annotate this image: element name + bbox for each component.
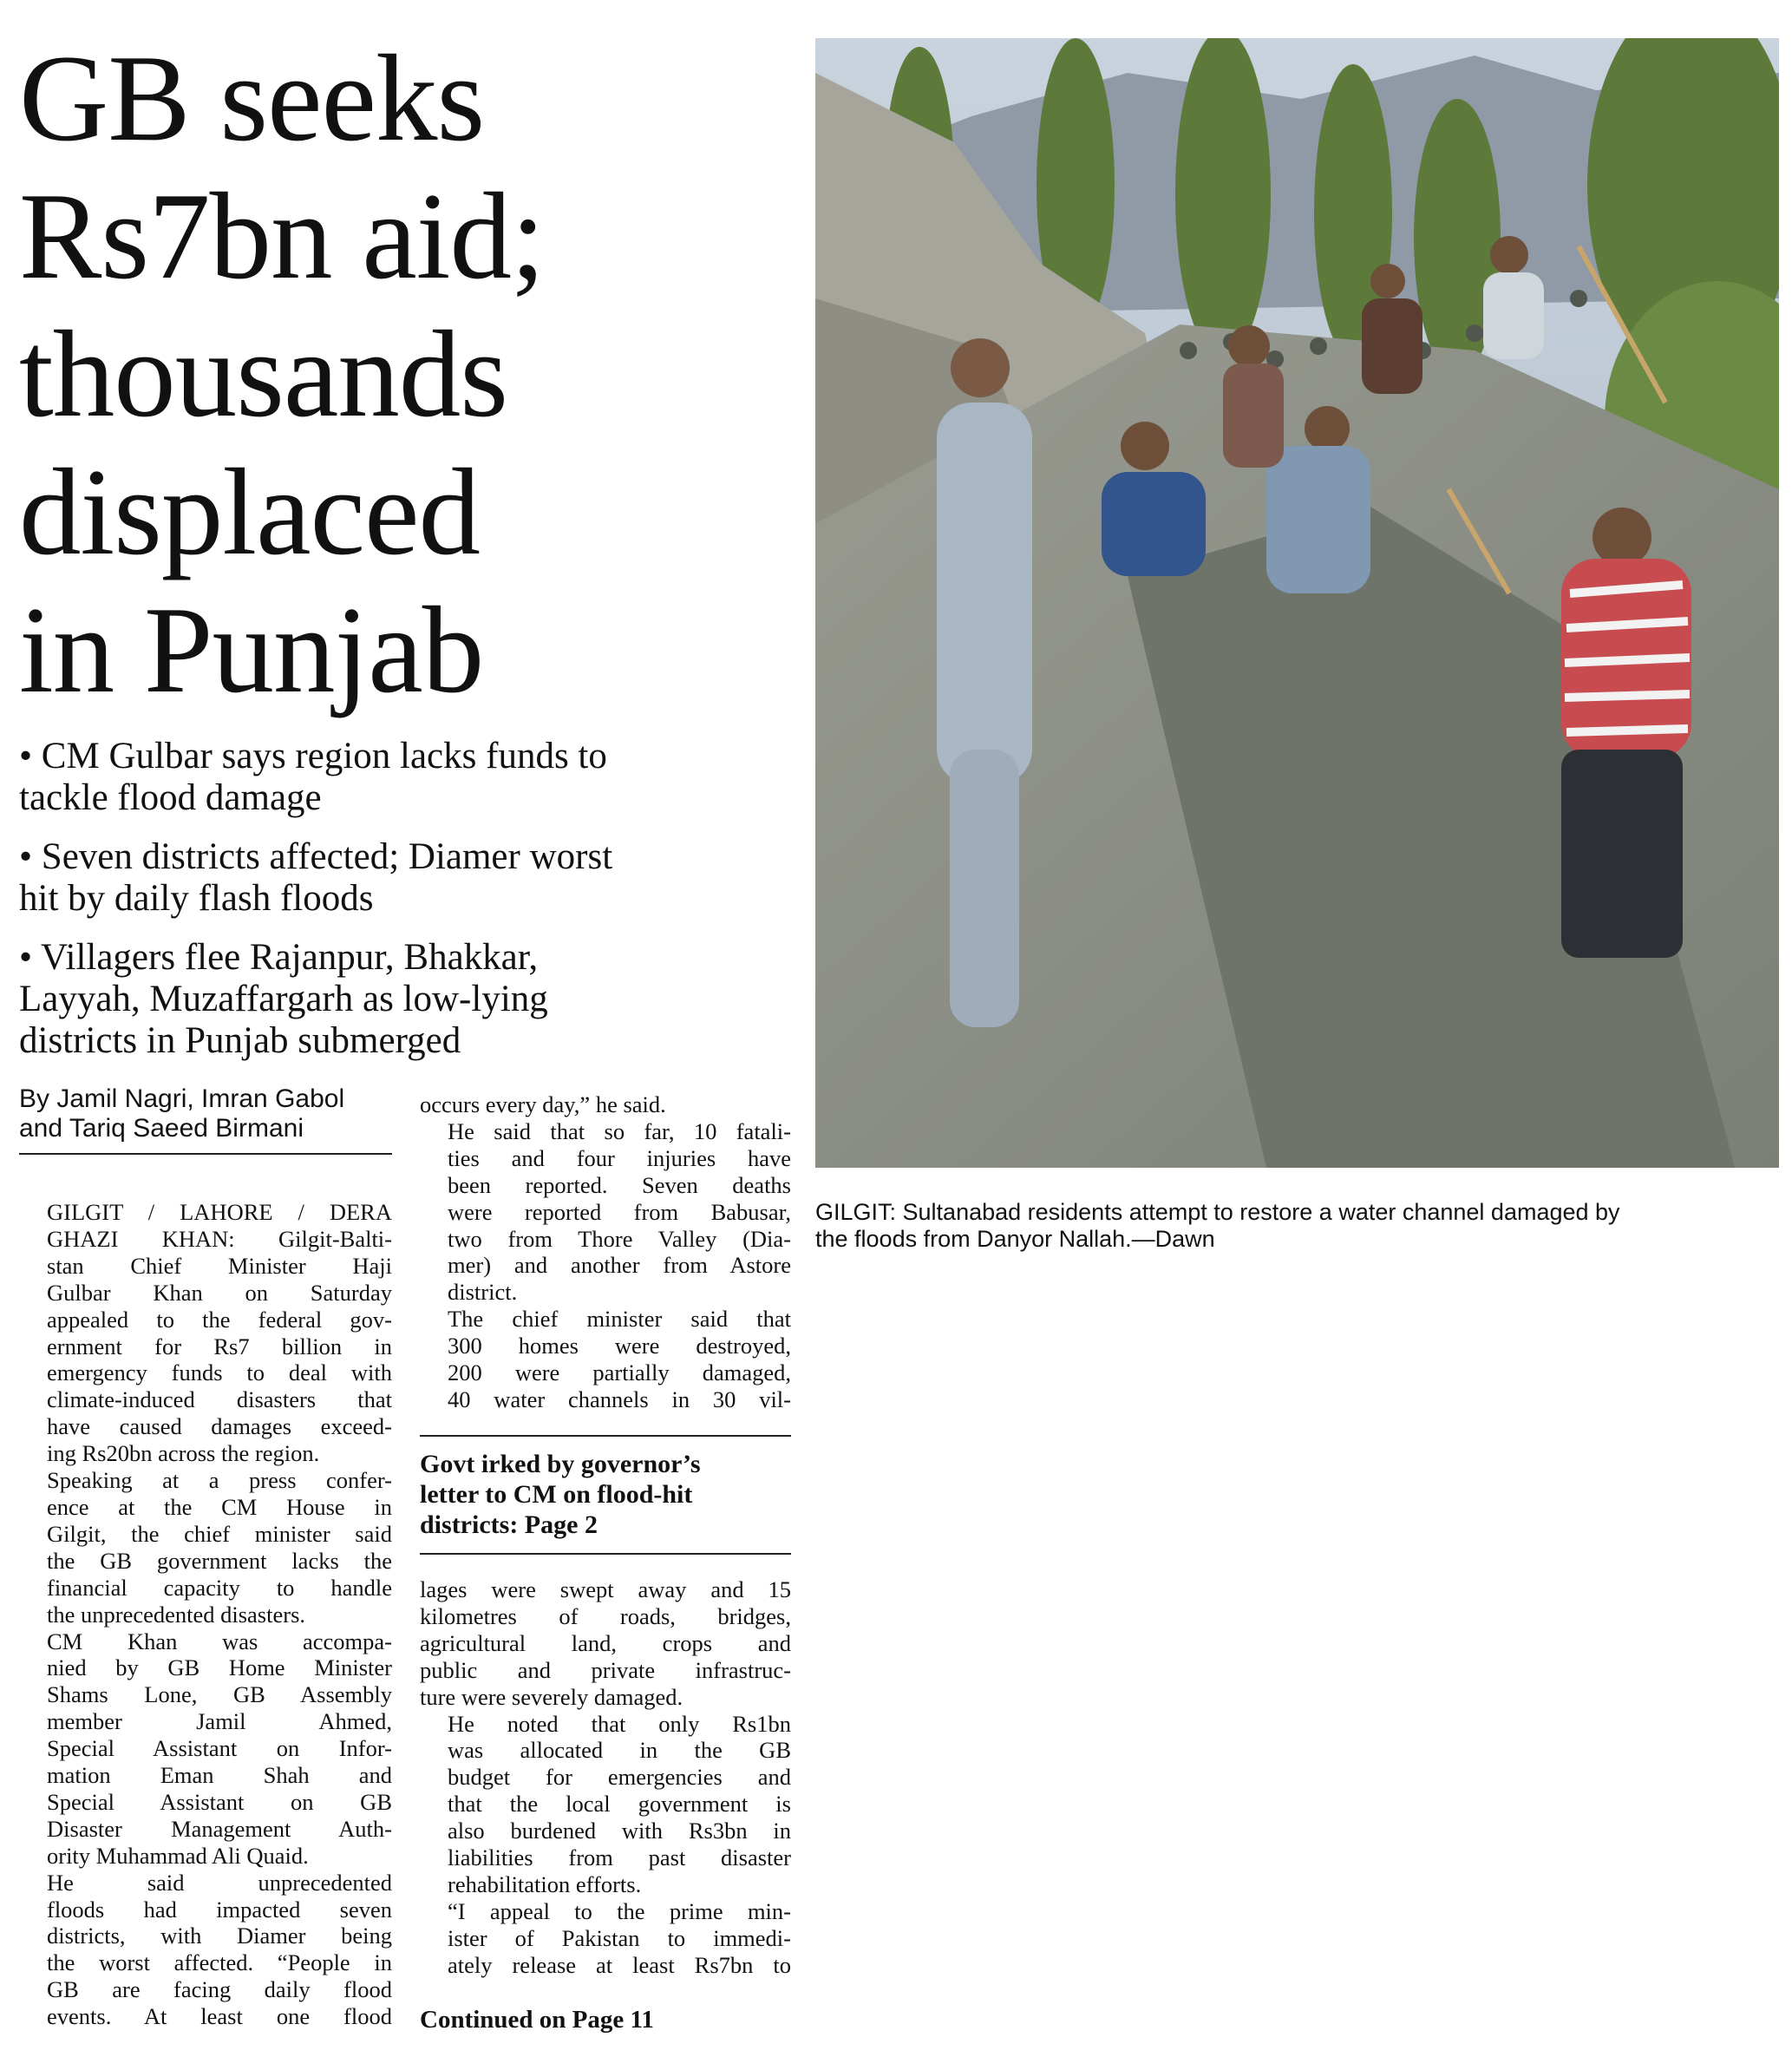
text-line: Gilgit, the chief minister said bbox=[47, 1520, 392, 1547]
pointer-line: districts: Page 2 bbox=[420, 1510, 598, 1539]
text-line: budget for emergencies and bbox=[448, 1764, 791, 1791]
article-paragraph bbox=[19, 1467, 392, 1628]
highlight-line: Layyah, Muzaffargarh as low-lying bbox=[19, 979, 548, 1019]
highlight-item bbox=[19, 937, 782, 1062]
text-line: Gulbar Khan on Saturday bbox=[47, 1279, 392, 1306]
text-line: kilometres of roads, bridges, bbox=[420, 1602, 791, 1629]
article-paragraph bbox=[420, 1091, 791, 1118]
text-line: emergency funds to deal with bbox=[47, 1359, 392, 1386]
text-line: Special Assistant on GB bbox=[47, 1788, 392, 1815]
text-line: GB are facing daily flood bbox=[47, 1976, 392, 2003]
byline-rule bbox=[19, 1153, 392, 1155]
highlight-line: • Villagers flee Rajanpur, Bhakkar, bbox=[19, 937, 539, 978]
byline-line: By Jamil Nagri, Imran Gabol bbox=[19, 1084, 345, 1113]
text-line: He noted that only Rs1bn bbox=[448, 1710, 791, 1737]
text-line: “I appeal to the prime min- bbox=[448, 1897, 791, 1924]
byline bbox=[19, 1084, 392, 1143]
headline bbox=[19, 29, 800, 719]
text-line: Shams Lone, GB Assembly bbox=[47, 1681, 392, 1708]
article-paragraph bbox=[420, 1118, 791, 1306]
continued-on-page-link[interactable]: Continued on Page 11 bbox=[420, 2006, 654, 2034]
news-photo bbox=[815, 38, 1779, 1168]
article-paragraph bbox=[420, 1576, 791, 1711]
text-line: nied by GB Home Minister bbox=[47, 1654, 392, 1681]
text-line: He said unprecedented bbox=[47, 1869, 392, 1896]
article-paragraph bbox=[420, 1711, 791, 1898]
text-line: floods had impacted seven bbox=[47, 1896, 392, 1923]
headline-line: GB seeks bbox=[19, 29, 485, 167]
text-line: was allocated in the GB bbox=[448, 1737, 791, 1764]
text-line: district. bbox=[448, 1279, 518, 1306]
headline-line: thousands bbox=[19, 305, 507, 442]
text-line: have caused damages exceed- bbox=[47, 1413, 392, 1440]
text-line: also burdened with Rs3bn in bbox=[448, 1818, 791, 1844]
highlight-line: hit by daily flash floods bbox=[19, 878, 374, 919]
text-line: occurs every day,” he said. bbox=[420, 1091, 666, 1117]
article-column-2-bottom bbox=[420, 1576, 791, 1979]
article-paragraph bbox=[19, 1628, 392, 1870]
text-line: ture were severely damaged. bbox=[420, 1683, 683, 1710]
caption-line: the floods from Danyor Nallah.—Dawn bbox=[815, 1226, 1215, 1252]
highlight-item bbox=[19, 736, 782, 819]
text-line: ties and four injuries have bbox=[448, 1144, 791, 1171]
text-line: the GB government lacks the bbox=[47, 1547, 392, 1574]
text-line: two from Thore Valley (Dia- bbox=[448, 1225, 791, 1252]
text-line: 40 water channels in 30 vil- bbox=[448, 1386, 791, 1412]
article-paragraph bbox=[420, 1898, 791, 1979]
text-line: Speaking at a press confer- bbox=[47, 1467, 392, 1494]
text-line: appealed to the federal gov- bbox=[47, 1306, 392, 1333]
headline-line: displaced bbox=[19, 443, 481, 580]
text-line: CM Khan was accompa- bbox=[47, 1628, 392, 1654]
text-line: that the local government is bbox=[448, 1791, 791, 1818]
text-line: He said that so far, 10 fatali- bbox=[448, 1117, 791, 1144]
headline-line: in Punjab bbox=[19, 581, 484, 718]
pointer-top-rule bbox=[420, 1435, 791, 1437]
story-highlights bbox=[19, 736, 782, 1079]
text-line: climate-induced disasters that bbox=[47, 1386, 392, 1413]
byline-line: and Tariq Saeed Birmani bbox=[19, 1114, 304, 1143]
highlight-line: tackle flood damage bbox=[19, 777, 322, 818]
text-line: stan Chief Minister Haji bbox=[47, 1252, 392, 1279]
text-line: 300 homes were destroyed, bbox=[448, 1333, 791, 1359]
text-line: ing Rs20bn across the region. bbox=[47, 1440, 320, 1467]
related-story-pointer[interactable] bbox=[420, 1449, 784, 1540]
photo-caption bbox=[815, 1199, 1787, 1253]
text-line: lages were swept away and 15 bbox=[420, 1576, 791, 1602]
article-column-2-top bbox=[420, 1091, 791, 1413]
text-line: ately release at least Rs7bn to bbox=[448, 1951, 791, 1978]
text-line: the worst affected. “People in bbox=[47, 1949, 392, 1976]
text-line: 200 were partially damaged, bbox=[448, 1359, 791, 1386]
text-line: Special Assistant on Infor- bbox=[47, 1735, 392, 1762]
highlight-line: districts in Punjab submerged bbox=[19, 1020, 461, 1061]
text-line: the unprecedented disasters. bbox=[47, 1601, 306, 1628]
text-line: agricultural land, crops and bbox=[420, 1629, 791, 1656]
highlight-line: • CM Gulbar says region lacks funds to bbox=[19, 736, 607, 776]
text-line: rehabilitation efforts. bbox=[448, 1870, 642, 1897]
text-line: ence at the CM House in bbox=[47, 1493, 392, 1520]
text-line: events. At least one flood bbox=[47, 2003, 392, 2030]
pointer-bottom-rule bbox=[420, 1553, 791, 1555]
text-line: mation Eman Shah and bbox=[47, 1762, 392, 1789]
text-line: Disaster Management Auth- bbox=[47, 1815, 392, 1842]
text-line: ister of Pakistan to immedi- bbox=[448, 1924, 791, 1951]
pointer-line: Govt irked by governor’s bbox=[420, 1450, 701, 1478]
headline-line: Rs7bn aid; bbox=[19, 167, 545, 305]
text-line: GHAZI KHAN: Gilgit-Balti- bbox=[47, 1225, 392, 1252]
text-line: The chief minister said that bbox=[448, 1306, 791, 1333]
pointer-line: letter to CM on flood-hit bbox=[420, 1480, 693, 1509]
text-line: districts, with Diamer being bbox=[47, 1923, 392, 1949]
text-line: ernment for Rs7 billion in bbox=[47, 1333, 392, 1359]
text-line: liabilities from past disaster bbox=[448, 1844, 791, 1871]
caption-line: GILGIT: Sultanabad residents attempt to restore a water channel damaged by bbox=[815, 1199, 1620, 1225]
text-line: been reported. Seven deaths bbox=[448, 1171, 791, 1198]
highlight-line: • Seven districts affected; Diamer worst bbox=[19, 836, 613, 877]
text-line: public and private infrastruc- bbox=[420, 1656, 791, 1683]
text-line: ority Muhammad Ali Quaid. bbox=[47, 1842, 309, 1869]
article-paragraph bbox=[420, 1306, 791, 1413]
article-paragraph bbox=[19, 1870, 392, 2030]
article-column-1 bbox=[19, 1199, 392, 2030]
text-line: mer) and another from Astore bbox=[448, 1252, 791, 1279]
text-line: financial capacity to handle bbox=[47, 1574, 392, 1601]
text-line: were reported from Babusar, bbox=[448, 1198, 791, 1225]
highlight-item bbox=[19, 836, 782, 920]
text-line: GILGIT / LAHORE / DERA bbox=[47, 1199, 392, 1225]
text-line: member Jamil Ahmed, bbox=[47, 1708, 392, 1735]
article-paragraph bbox=[19, 1199, 392, 1467]
